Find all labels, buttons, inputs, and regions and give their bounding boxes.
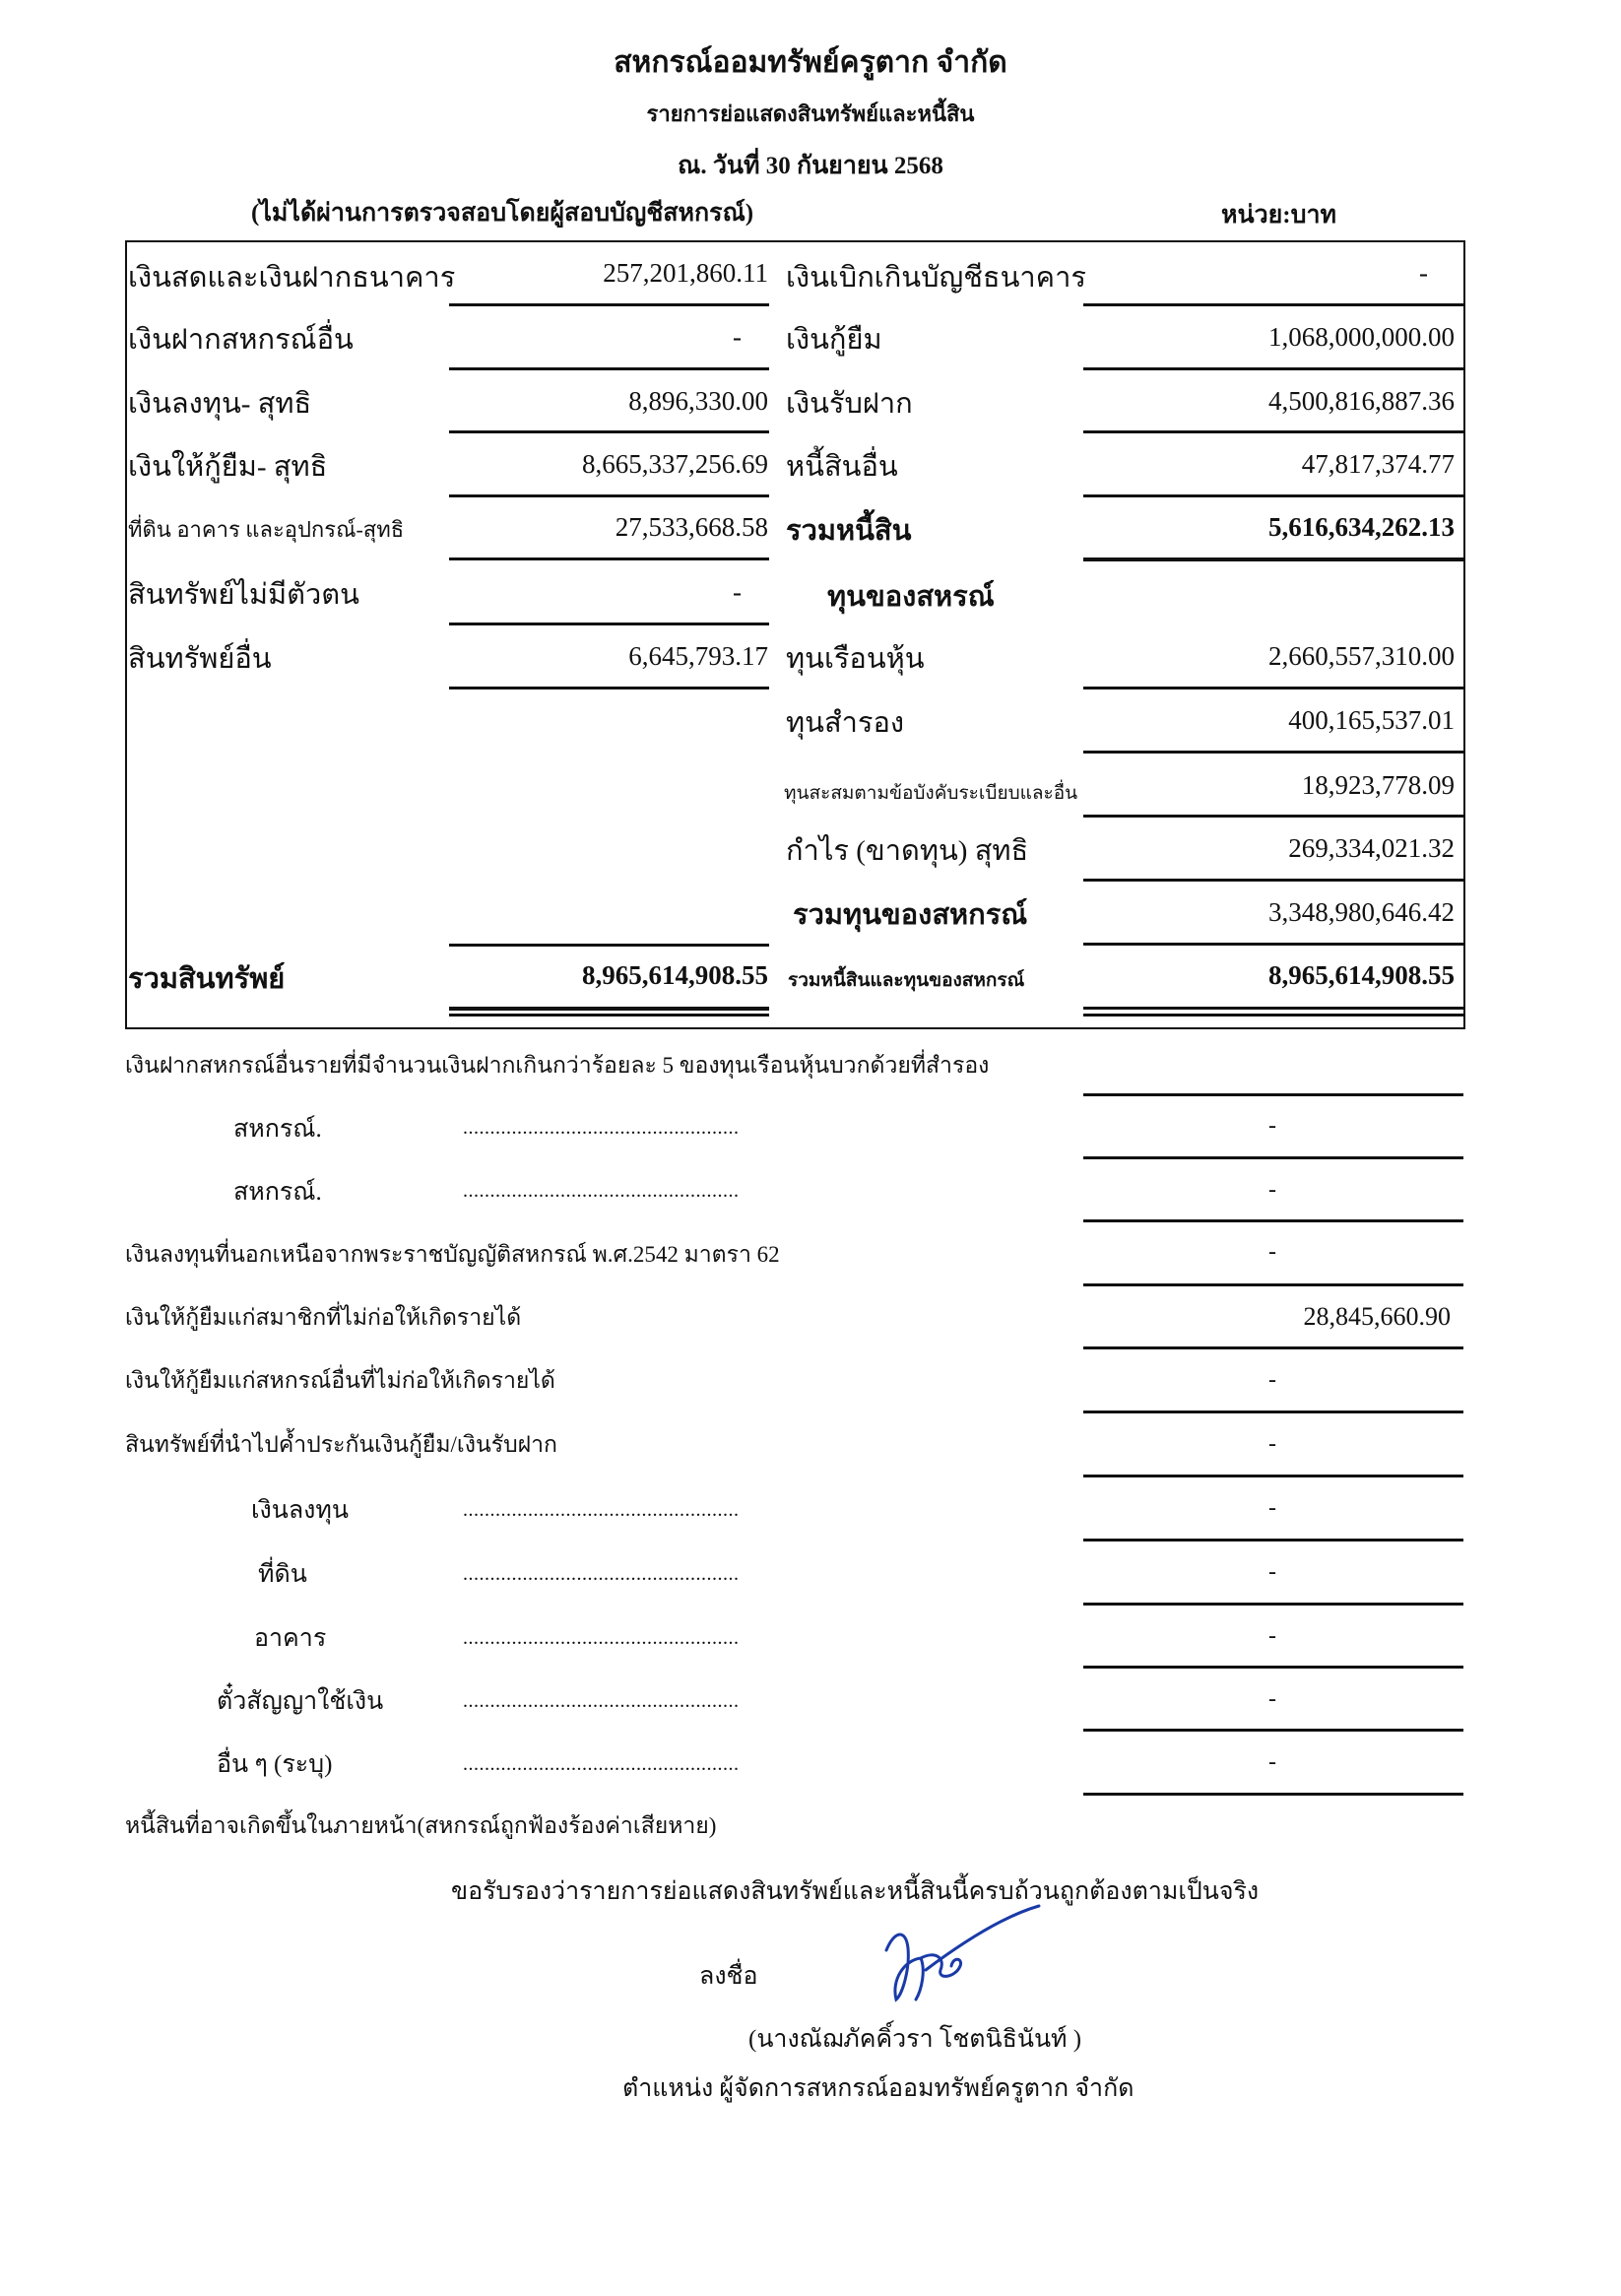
asset-label: เงินลงทุน- สุทธิ bbox=[128, 388, 312, 420]
total-liab-equity-value: 8,965,614,908.55 bbox=[1268, 960, 1455, 990]
collateral-item-label: ที่ดิน bbox=[258, 1561, 307, 1588]
asset-value: - bbox=[733, 322, 742, 352]
collateral-item-value: - bbox=[1268, 1749, 1276, 1775]
collateral-item-label: อาคาร bbox=[254, 1625, 327, 1652]
asset-label: สินทรัพย์อื่น bbox=[128, 643, 272, 675]
equity-value: 400,165,537.01 bbox=[1288, 705, 1455, 735]
asset-label: ที่ดิน อาคาร และอุปกรณ์-สุทธิ bbox=[128, 517, 405, 542]
total-equity-label: รวมทุนของสหกรณ์ bbox=[793, 899, 1028, 931]
asset-label: เงินสดและเงินฝากธนาคาร bbox=[128, 262, 456, 294]
asset-value: 257,201,860.11 bbox=[603, 258, 768, 288]
equity-value: 2,660,557,310.00 bbox=[1268, 641, 1455, 671]
total-assets-label: รวมสินทรัพย์ bbox=[128, 963, 286, 995]
liability-label: เงินเบิกเกินบัญชีธนาคาร bbox=[786, 262, 1086, 294]
audit-note: (ไม่ได้ผ่านการตรวจสอบโดยผู้สอบบัญชีสหกรณ์) bbox=[251, 200, 754, 227]
collateral-item-value: - bbox=[1268, 1495, 1276, 1521]
equity-value: 269,334,021.32 bbox=[1288, 833, 1455, 863]
total-equity-value: 3,348,980,646.42 bbox=[1268, 897, 1455, 927]
deposit-item-value: - bbox=[1268, 1177, 1276, 1203]
divider bbox=[1083, 1219, 1463, 1222]
divider bbox=[1083, 815, 1463, 818]
collateral-item-value: - bbox=[1268, 1623, 1276, 1649]
unit-label: หน่วย:บาท bbox=[1221, 202, 1336, 229]
divider bbox=[1083, 1410, 1463, 1413]
divider bbox=[1083, 687, 1463, 689]
signature-mark bbox=[867, 1901, 1064, 2009]
asset-value: 8,665,337,256.69 bbox=[582, 449, 768, 479]
divider bbox=[1083, 943, 1463, 946]
divider bbox=[1083, 1666, 1463, 1669]
equity-value: 18,923,778.09 bbox=[1301, 770, 1455, 800]
as-of-date: ณ. วันที่ 30 กันยายน 2568 bbox=[678, 153, 943, 179]
asset-value: 8,896,330.00 bbox=[628, 386, 768, 416]
asset-value: 6,645,793.17 bbox=[628, 641, 768, 671]
divider bbox=[449, 303, 769, 306]
npl-members-label: เงินให้กู้ยืมแก่สมาชิกที่ไม่ก่อให้เกิดรายได้ bbox=[125, 1305, 522, 1330]
divider bbox=[1083, 879, 1463, 882]
total-liabilities-value: 5,616,634,262.13 bbox=[1268, 512, 1455, 542]
npl-coops-label: เงินให้กู้ยืมแก่สหกรณ์อื่นที่ไม่ก่อให้เกิดรายได้ bbox=[125, 1368, 555, 1393]
divider bbox=[449, 687, 769, 689]
divider bbox=[449, 494, 769, 497]
liability-value: - bbox=[1419, 258, 1428, 288]
collateral-item-label: อื่น ๆ (ระบุ) bbox=[217, 1751, 333, 1778]
total-liabilities-label: รวมหนี้สิน bbox=[786, 515, 912, 547]
divider bbox=[1083, 430, 1463, 433]
double-underline bbox=[449, 1007, 769, 1011]
divider bbox=[449, 367, 769, 370]
invest-outside-value: - bbox=[1268, 1239, 1276, 1265]
divider bbox=[1083, 1475, 1463, 1477]
collateral-heading-value: - bbox=[1268, 1431, 1276, 1457]
collateral-item-label: เงินลงทุน bbox=[251, 1497, 349, 1524]
double-underline bbox=[449, 1014, 769, 1017]
divider bbox=[1083, 1156, 1463, 1159]
dotted-leader: ................................................... bbox=[463, 1627, 740, 1649]
divider bbox=[1083, 1093, 1463, 1096]
divider bbox=[1083, 1603, 1463, 1606]
certification-statement: ขอรับรองว่ารายการย่อแสดงสินทรัพย์และหนี้สินนี้ครบถ้วนถูกต้องตามเป็นจริง bbox=[451, 1878, 1260, 1905]
dotted-leader: ................................................... bbox=[463, 1499, 740, 1521]
dotted-leader: ................................................... bbox=[463, 1180, 740, 1202]
liability-label: เงินกู้ยืม bbox=[786, 324, 882, 356]
deposit-item-label: สหกรณ์. bbox=[233, 1116, 322, 1143]
deposit-item-label: สหกรณ์. bbox=[233, 1179, 322, 1206]
asset-label: เงินให้กู้ยืม- สุทธิ bbox=[128, 451, 328, 483]
divider bbox=[1083, 751, 1463, 754]
divider bbox=[1083, 1283, 1463, 1286]
liability-value: 4,500,816,887.36 bbox=[1268, 386, 1455, 416]
divider bbox=[1083, 1346, 1463, 1349]
sign-label: ลงชื่อ bbox=[699, 1963, 758, 1990]
total-assets-value: 8,965,614,908.55 bbox=[582, 960, 768, 990]
npl-members-value: 28,845,660.90 bbox=[1303, 1302, 1451, 1331]
equity-label: กำไร (ขาดทุน) สุทธิ bbox=[786, 835, 1029, 867]
liability-label: เงินรับฝาก bbox=[786, 388, 913, 420]
double-underline bbox=[1083, 1014, 1463, 1017]
divider bbox=[449, 944, 769, 947]
double-underline bbox=[1083, 1007, 1463, 1010]
divider bbox=[1083, 558, 1463, 561]
deposit-item-value: - bbox=[1268, 1113, 1276, 1139]
collateral-item-value: - bbox=[1268, 1559, 1276, 1585]
signatory-name: (นางณัฌภัคคิ์วรา โชตนิธินันท์ ) bbox=[748, 2026, 1082, 2053]
divider bbox=[1083, 1793, 1463, 1796]
divider bbox=[1083, 367, 1463, 370]
divider bbox=[449, 623, 769, 625]
liability-value: 1,068,000,000.00 bbox=[1268, 322, 1455, 352]
npl-coops-value: - bbox=[1268, 1367, 1276, 1393]
equity-label: ทุนเรือนหุ้น bbox=[786, 643, 925, 675]
collateral-item-label: ตั๋วสัญญาใช้เงิน bbox=[217, 1688, 384, 1715]
divider bbox=[1083, 1729, 1463, 1732]
liability-label: หนี้สินอื่น bbox=[786, 451, 898, 483]
asset-value: - bbox=[733, 577, 742, 607]
collateral-heading: สินทรัพย์ที่นำไปค้ำประกันเงินกู้ยืม/เงินรับฝาก bbox=[125, 1432, 557, 1457]
invest-outside-label: เงินลงทุนที่นอกเหนือจากพระราชบัญญัติสหกรณ์ พ.ศ.2542 มาตรา 62 bbox=[125, 1242, 780, 1267]
collateral-item-value: - bbox=[1268, 1686, 1276, 1712]
asset-value: 27,533,668.58 bbox=[615, 512, 768, 542]
equity-label: ทุนสำรอง bbox=[786, 707, 905, 739]
document-title: สหกรณ์ออมทรัพย์ครูตาก จำกัด bbox=[614, 46, 1007, 79]
dotted-leader: ................................................... bbox=[463, 1690, 740, 1712]
dotted-leader: ................................................... bbox=[463, 1563, 740, 1585]
contingent-liabilities-label: หนี้สินที่อาจเกิดขึ้นในภายหน้า(สหกรณ์ถูกฟ้องร้องค่าเสียหาย) bbox=[125, 1813, 717, 1838]
asset-label: สินทรัพย์ไม่มีตัวตน bbox=[128, 579, 359, 611]
document-subtitle: รายการย่อแสดงสินทรัพย์และหนี้สิน bbox=[646, 101, 975, 126]
equity-label: ทุนสะสมตามข้อบังคับระเบียบและอื่น bbox=[784, 783, 1078, 804]
divider bbox=[1083, 303, 1463, 306]
divider bbox=[1083, 1539, 1463, 1542]
total-liab-equity-label: รวมหนี้สินและทุนของสหกรณ์ bbox=[788, 970, 1025, 991]
divider bbox=[1083, 494, 1463, 497]
equity-heading: ทุนของสหรณ์ bbox=[827, 581, 995, 613]
dotted-leader: ................................................... bbox=[463, 1117, 740, 1139]
asset-label: เงินฝากสหกรณ์อื่น bbox=[128, 324, 354, 356]
signatory-position: ตำแหน่ง ผู้จัดการสหกรณ์ออมทรัพย์ครูตาก จำกัด bbox=[622, 2075, 1135, 2102]
deposit-heading: เงินฝากสหกรณ์อื่นรายที่มีจำนวนเงินฝากเกินกว่าร้อยละ 5 ของทุนเรือนหุ้นบวกด้วยที่สำรอง bbox=[125, 1053, 990, 1078]
liability-value: 47,817,374.77 bbox=[1301, 449, 1455, 479]
divider bbox=[449, 558, 769, 560]
divider bbox=[449, 430, 769, 433]
dotted-leader: ................................................... bbox=[463, 1753, 740, 1775]
